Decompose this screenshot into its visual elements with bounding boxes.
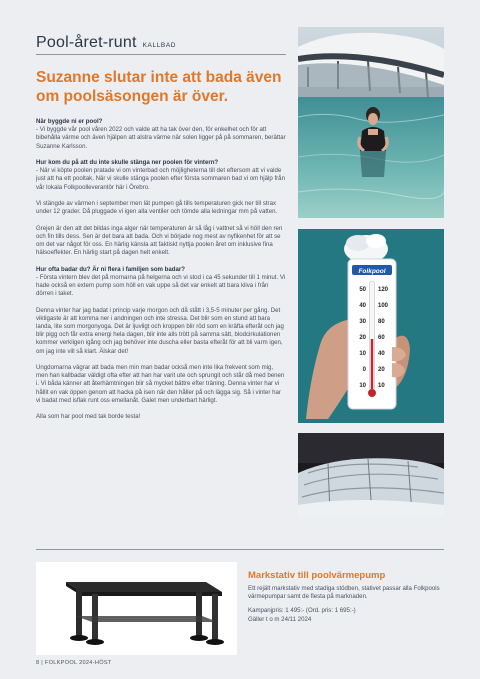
article-paragraph	[36, 118, 286, 151]
article-paragraph	[36, 364, 286, 405]
scale-tick-label: 30	[359, 319, 366, 325]
scale-tick-label: 10	[378, 383, 385, 389]
interview-answer: Vi stängde av värmen i september men lät pumpen gå tills temperaturen gick ner till strax under 12 grader. Då pluggade vi igen alla ventiler och tömde alla ledningar mm på vatten.	[36, 200, 278, 216]
section-title: Pool-året-runt	[36, 34, 137, 51]
page-folio: 8 | FOLKPOOL 2024-HÖST	[36, 660, 112, 666]
scale-tick-label: 20	[378, 367, 385, 373]
interview-answer: - När vi köpte poolen pratade vi om vinterbad och möjligheterna till det eftersom att vi valde just att ha ett pooltak. När vi skulle stänga poolen efter första sommaren bad vi om hjälp från vår lokala Folkpoolleverantör här i Örebro.	[36, 167, 285, 191]
ad-description: Ett rejält markstativ med stadiga stödben, stativet passar alla Folkpools värmepumpar samt de flesta på marknaden.	[248, 585, 440, 601]
article-paragraph	[36, 266, 286, 299]
article-paragraph	[36, 307, 286, 356]
scale-tick-label: 40	[378, 351, 385, 357]
scale-tick-label: 10	[359, 351, 366, 357]
interview-answer: Grejen är den att det bildas inga alger när temperaturen är så låg i vattnet så vi höll den ren och fin tills dess. Sen är det bara att bada. Och vi började nog mest av nyfikenhet för att se om det var något för oss. En härlig känsla att faktiskt nyttja poolen året om inklusive fina hälsoeffekter. En härlig start på dagen helt enkelt.	[36, 224, 283, 257]
interview-question: När byggde ni er pool?	[36, 118, 103, 125]
article-body	[36, 118, 286, 430]
pool-swimmer-photo	[298, 27, 444, 218]
interview-answer: Alla som har pool med tak borde testa!	[36, 413, 141, 421]
ad-price-block	[248, 607, 448, 623]
scale-tick-label: 60	[378, 335, 385, 341]
header-divider	[36, 54, 286, 55]
section-tag: KALLBAD	[142, 42, 177, 49]
thermometer-photo	[298, 229, 444, 423]
interview-answer: Ungdomarna vägrar att bada men min man badar också men inte lika frekvent som mig, men han kallbadar väldigt ofta efter att han har varit ute och sprungit och står då med benen i. Vi båda känner att återhämtningen blir så mycket bättre efter träning. Denna vinter har vi hållit en vak öppen genom att hacka på isen när den håller på och lägga sig. Så i vinter har vi badat med isflak runt oss emellanåt. Galet men underbart härligt.	[36, 364, 285, 404]
scale-tick-label: 0	[362, 367, 366, 373]
product-ad	[248, 570, 448, 624]
article-paragraph	[36, 413, 286, 421]
article-paragraph	[36, 159, 286, 192]
article-paragraph	[36, 200, 286, 216]
scale-tick-label: 120	[378, 287, 389, 293]
scale-tick-label: 80	[378, 319, 385, 325]
product-image	[36, 562, 237, 655]
thermometer-brand: Folkpool	[358, 268, 386, 275]
scale-tick-label: 20	[359, 335, 366, 341]
interview-answer: - Vi byggde vår pool våren 2022 och valde att ha tak över den, för enkelhet och för att bibehålla värme och även hjälpen att alstra värme när solen ligger på på sommaren, berättar Suzanne Karlsson.	[36, 126, 286, 150]
ad-title: Markstativ till poolvärmepump	[248, 570, 386, 581]
pool-cover-photo	[298, 433, 444, 517]
interview-answer: Denna vinter har jag badat i princip varje morgon och då stått i 3,5-5 minuter per gång. Det viktigaste är att komma ner i andningen och inte stressa. Det blir som en stund att bara landa, lite som morgonyoga. Det är ljuvligt och kroppen blir röd som en kräfta efteråt och jag blir pigg och får extra energi hela dagen, blir inte alls trött på samma sätt, blodcirkulationen kommer verkligen igång och jag behöver inte duscha eller basta efteråt för att bli varm igen, om jag inte vill så klart. Älskar det!	[36, 306, 284, 355]
bottom-divider	[36, 549, 444, 550]
ad-price-line: Kampanjpris: 1 495:- (Ord. pris: 1 695:-)	[248, 607, 356, 615]
interview-answer: - Första vintern blev det på mornarna på helgerna och vi stod i ca 45 sekunder till 1 minut. Vi hade också en extern pump som höll en vak uppe så det var enkelt att bara kliva i från dörren i taket.	[36, 273, 286, 298]
scale-tick-label: 50	[359, 287, 366, 293]
section-header	[36, 34, 286, 54]
interview-question: Hur kom du på att du inte skulle stänga ner poolen för vintern?	[36, 159, 219, 166]
article-headline: Suzanne slutar inte att bada även om poolsäsongen är över.	[36, 69, 282, 105]
scale-tick-label: 40	[359, 303, 366, 309]
ad-valid-line: Gäller t o m 24/11 2024	[248, 615, 312, 623]
scale-tick-label: 100	[378, 303, 389, 309]
interview-question: Hur ofta badar du? Är ni flera i familjen som badar?	[36, 265, 185, 273]
article-paragraph	[36, 225, 286, 258]
scale-tick-label: 10	[359, 383, 366, 389]
